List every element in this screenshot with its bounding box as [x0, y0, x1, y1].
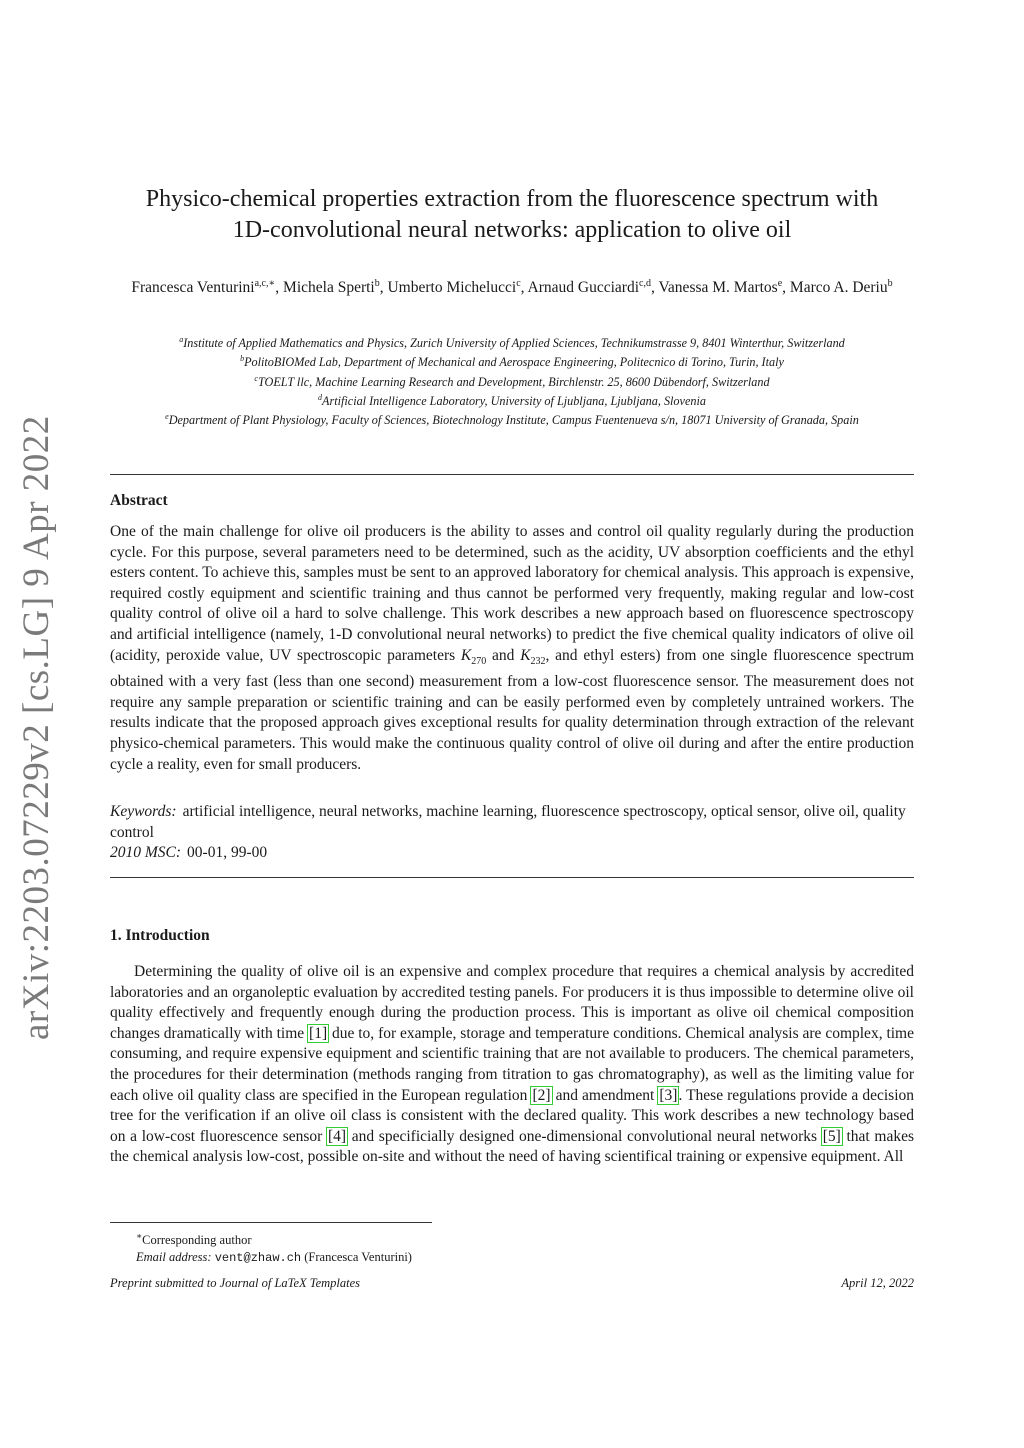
affiliations [100, 332, 924, 429]
citation-link[interactable]: [4] [328, 1127, 347, 1145]
citation-link[interactable]: [1] [309, 1024, 328, 1042]
paper-title [110, 184, 914, 246]
author: Francesca Venturini$^{a,c,∗}$, [131, 278, 284, 297]
author: Vanessa M. Martos$^e$, [658, 278, 790, 297]
abstract-bottom-rule [110, 877, 914, 878]
author: Umberto Michelucci$^c$, [387, 278, 528, 297]
keywords-label: Keywords: [110, 803, 177, 820]
author: Arnaud Gucciardi$^{c,d}$, [527, 278, 659, 297]
footer-date: April 12, 2022 [841, 1276, 914, 1290]
citation-link[interactable]: [2] [532, 1086, 551, 1104]
keywords-block [110, 802, 914, 864]
keywords: artificial intelligence, neural networks, machine learning, fluorescence spectroscopy, optical sensor, olive oil, quality control [110, 803, 906, 841]
citation-link[interactable]: [5] [822, 1127, 841, 1145]
footnote: ∗Corresponding author Email address: vent@zhaw.ch (Francesca Venturini) [136, 1231, 412, 1266]
footnote-rule [110, 1222, 432, 1223]
affiliation: $^c$TOELT llc, Machine Learning Research and Development, Birchlenstr. 25, 8600 Dübendorf, Switzerland [254, 373, 770, 389]
msc-label: 2010 MSC: [110, 844, 182, 862]
abstract-heading: Abstract [110, 492, 168, 509]
abstract-top-rule [110, 474, 914, 475]
affiliation: $^d$Artificial Intelligence Laboratory, University of Ljubljana, Ljubljana, Slovenia [318, 393, 706, 409]
affiliation: $^a$Institute of Applied Mathematics and Physics, Zurich University of Applied Sciences, Technikumstrasse 9, 8401 Winterthur, Switzerland [179, 335, 845, 351]
arxiv-identifier: arXiv:2203.07229v2 [cs.LG] 9 Apr 2022 [16, 415, 57, 1040]
title-line-1: Physico-chemical properties extraction from the fluorescence spectrum with [145, 186, 879, 212]
citation-link[interactable]: [3] [659, 1086, 678, 1104]
affiliation: $^b$PolitoBIOMed Lab, Department of Mechanical and Aerospace Engineering, Politecnico di Torino, Turin, Italy [240, 354, 784, 370]
author: Marco A. Deriu$^b$ [789, 278, 893, 297]
title-line-2: 1D-convolutional neural networks: application to olive oil [232, 217, 792, 243]
introduction-text: Determining the quality of olive oil is an expensive and complex procedure that requires a chemical analysis by accredited laboratories and an organoleptic evaluation by accredited testing panels. For producers it is thus impossible to determine olive oil quality effectively and frequently enough during the production process. This is important as olive oil chemical composition changes dramatically with time [1] due to, for example, storage and temperature conditions. Chemical analysis are complex, time consuming, and require expensive equipment and scientific training that are not available to producers. The chemical parameters, the procedures for their determination (methods ranging from titration to gas chromatography), as well as the limiting value for each olive oil quality class are specified in the European regulation [2] and amendment [3]. These regulations provide a decision tree for the verification if an olive oil class is consistent with the declared quality. This work describes a new technology based on a low-cost fluorescence sensor [4] and specificially designed one-dimensional convolutional neural networks [5] that makes the chemical analysis low-cost, possible on-site and without the need of having scientifical training or expensive equipment. All [110, 963, 914, 1166]
footer-journal: Preprint submitted to Journal of LaTeX Templates [110, 1276, 361, 1290]
email-link[interactable]: vent@zhaw.ch [214, 1251, 302, 1266]
affiliation: $^e$Department of Plant Physiology, Faculty of Sciences, Biotechnology Institute, Campus Fuentenueva s/n, 18071 University of Granada, Spain [165, 412, 859, 428]
msc-codes: 00-01, 99-00 [187, 844, 268, 862]
section-heading: 1. Introduction [110, 927, 210, 944]
author: Michela Sperti$^b$, [283, 278, 388, 297]
author-list [110, 274, 914, 298]
abstract-text: One of the main challenge for olive oil producers is the ability to asses and control oil quality regularly during the production cycle. For this purpose, several parameters need to be determined, such as the acidity, UV absorption coefficients and the ethyl esters content. To achieve this, samples must be sent to an approved laboratory for chemical analysis. This approach is expensive, required costly equipment and scientific training and thus cannot be performed very frequently, making regular and low-cost quality control of olive oil a hard to solve challenge. This work describes a new approach based on fluorescence spectroscopy and artificial intelligence (namely, 1-D convolutional neural networks) to predict the five chemical quality indicators of olive oil (acidity, peroxide value, UV spectroscopic parameters $K_{270}$ and $K_{232}$, and ethyl esters) from one single fluorescence spectrum obtained with a very fast (less than one second) measurement from a low-cost fluorescence sensor. The measurement does not require any sample preparation or scientific training and can be easily performed even by completely untrained workers. The results indicate that the proposed approach gives exceptional results for quality determination through extraction of the relevant physico-chemical parameters. This would make the continuous quality control of olive oil during and after the entire production cycle a reality, even for small producers. [110, 523, 915, 773]
